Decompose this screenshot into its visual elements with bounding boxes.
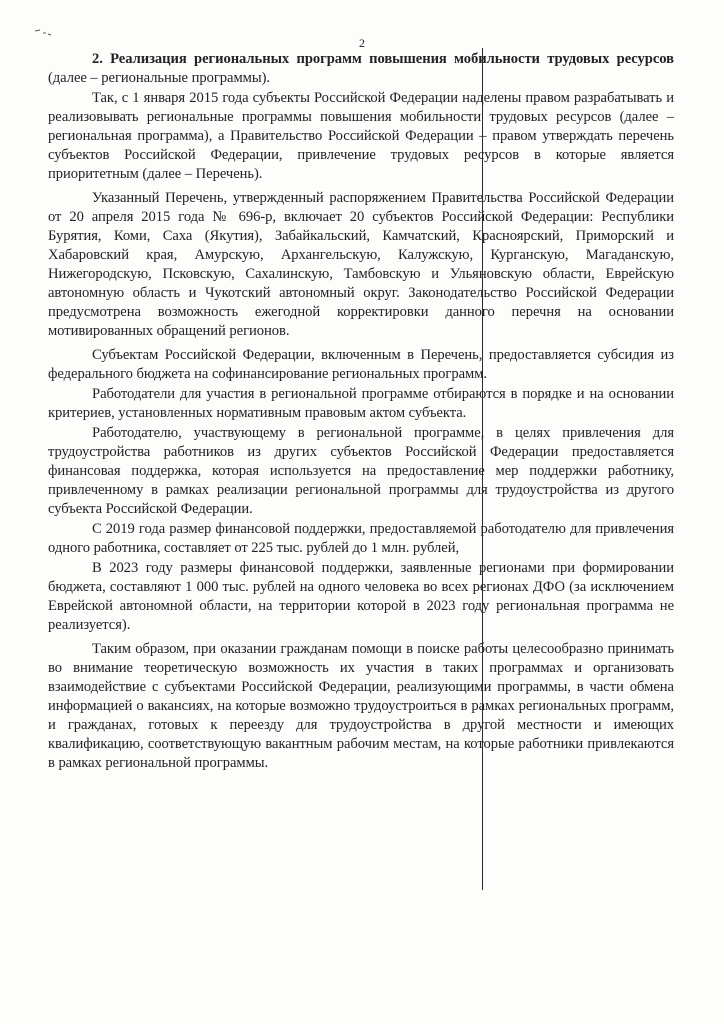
- section-heading-bold: 2. Реализация региональных программ повышения мобильности трудовых ресурсов: [92, 51, 674, 67]
- section-heading: [48, 50, 674, 88]
- paragraph-6: С 2019 года размер финансовой поддержки, предоставляемой работодателю для привлечения одного работника, составляет от 225 тыс. рублей до 1 млн. рублей,: [48, 521, 674, 556]
- paragraph-8: Таким образом, при оказании гражданам помощи в поиске работы целесообразно принимать во внимание теоретическую возможность их участия в таких программах и организовать взаимодействие с субъектами Российской Федерации, реализующими программы, в части обмена информацией о вакансиях, на которые возможно трудоустроиться в рамках региональных программ, и гражданах, готовых к переезду для трудоустройства в другой местности и имеющих квалификацию, соответствующую вакантным рабочим местам, на которые работники привлекаются в рамках региональной программы.: [48, 641, 674, 771]
- paragraph-5: Работодателю, участвующему в региональной программе, в целях привлечения для трудоустройства работников из других субъектов Российской Федерации предоставляется финансовая поддержка, которая используется на предоставление мер поддержки работнику, привлеченному в рамках реализации региональной программы для трудоустройства из другого субъекта Российской Федерации.: [48, 425, 674, 517]
- scan-corner-mark: [34, 28, 52, 36]
- section-heading-rest: (далее – региональные программы).: [48, 70, 270, 86]
- paragraph-2: Указанный Перечень, утвержденный распоряжением Правительства Российской Федерации от 20 апреля 2015 года № 696-р, включает 20 субъектов Российской Федерации: Республики Бурятия, Коми, Саха (Якутия), Забайкальский, Камчатский, Красноярский, Приморский и Хабаровский края, Амурскую, Архангельскую, Калужскую, Курганскую, Магаданскую, Нижегородскую, Псковскую, Сахалинскую, Тамбовскую и Ульяновскую области, Еврейскую автономную область и Чукотский автономный округ. Законодательство Российской Федерации предусмотрена возможность ежегодной корректировки данного перечня на основании мотивированных обращений регионов.: [48, 190, 674, 339]
- paragraph-4: Работодатели для участия в региональной программе отбираются в порядке и на основании критериев, установленных нормативным правовым актом субъекта.: [48, 386, 674, 421]
- page-number: 2: [359, 36, 365, 50]
- paragraph-1: Так, с 1 января 2015 года субъекты Российской Федерации наделены правом разрабатывать и реализовывать региональные программы повышения мобильности трудовых ресурсов (далее – региональная программа), а Правительство Российской Федерации – правом утверждать перечень субъектов Российской Федерации, привлечение трудовых ресурсов в которые является приоритетным (далее – Перечень).: [48, 90, 674, 182]
- paragraph-7: В 2023 году размеры финансовой поддержки, заявленные регионами при формировании бюджета, составляют 1 000 тыс. рублей на одного человека во всех регионах ДФО (за исключением Еврейской автономной области, на территории которой в 2023 году региональная программа не реализуется).: [48, 560, 674, 633]
- document-body: [48, 50, 674, 774]
- paragraph-3: Субъектам Российской Федерации, включенным в Перечень, предоставляется субсидия из федерального бюджета на софинансирование региональных программ.: [48, 347, 674, 382]
